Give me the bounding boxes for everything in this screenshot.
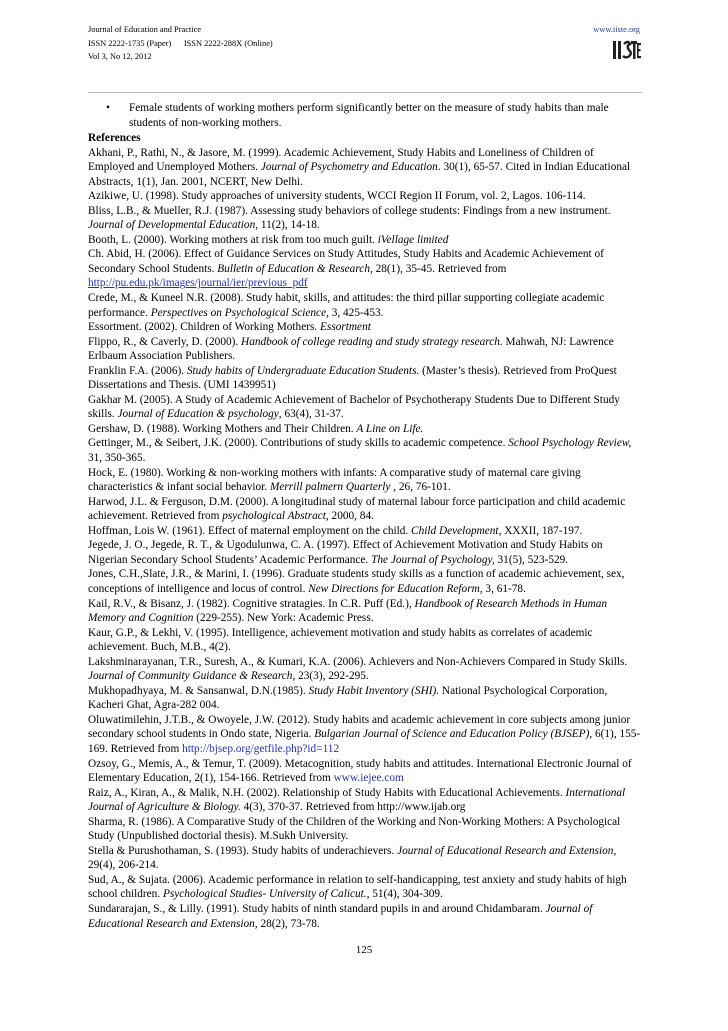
reference-text: 2000, 84. <box>328 510 374 523</box>
reference-source-title: Psychological Studies- University of Calicut., <box>162 888 370 901</box>
reference-entry <box>88 436 642 465</box>
reference-source-title: The Journal of Psychology, <box>371 553 495 566</box>
journal-website: www.iiste.org <box>593 25 640 34</box>
page-header <box>88 24 642 90</box>
reference-text: Ozsoy, G., Memis, A., & Temur, T. (2009). Metacognition, study habits and attitudes. International Electronic Journal of Elementary Education, 2(1), 154-166. Retrieved from <box>88 757 632 785</box>
reference-entry <box>88 626 642 655</box>
reference-text: Ch. Abid, H. (2006). Effect of Guidance Services on Study Attitudes, Study Habits and Academic Achievement of Secondary School Students. <box>88 248 604 275</box>
reference-entry <box>88 466 642 495</box>
bullet-icon: • <box>106 102 110 114</box>
reference-entry <box>88 204 642 233</box>
reference-link[interactable]: www.iejee.com <box>333 772 404 785</box>
reference-entry <box>88 422 642 437</box>
reference-source-title: Bulletin of Education & Research, <box>217 262 373 275</box>
reference-entry <box>88 538 642 567</box>
reference-entry <box>88 786 642 815</box>
reference-entry <box>88 873 642 902</box>
reference-text: 28(2), 73-78. <box>257 917 320 930</box>
reference-text: , 23(3), 292-295. <box>292 670 369 683</box>
reference-link[interactable]: http://bjsep.org/getfile.php?id=112 <box>182 742 340 755</box>
reference-text: Stella & Purushothaman, S. (1993). Study habits of underachievers. <box>88 844 398 857</box>
reference-text: 3, 61-78. <box>482 582 526 595</box>
reference-source-title: A Line on Life. <box>356 422 424 435</box>
reference-text: , 63(4), 31-37. <box>278 408 344 421</box>
reference-source-title: Journal of Educational Research and Extension, <box>88 902 593 930</box>
reference-source-title: Child Development, <box>411 524 502 537</box>
bullet-text: Female students of working mothers perform significantly better on the measure of study habits than male students of non-working mothers. <box>129 102 609 129</box>
reference-entry <box>88 597 642 626</box>
reference-link[interactable]: http://pu.edu.pk/images/journal/ier/previous_pdf <box>88 277 308 290</box>
references-heading: References <box>88 132 141 144</box>
reference-text: 4(3), 370-37. Retrieved from http://www.ijab.org <box>240 801 466 814</box>
reference-source-title: psychological Abstract, <box>222 510 329 523</box>
reference-entry <box>88 146 642 190</box>
issn-line: ISSN 2222-1735 (Paper) ISSN 2222-288X (Online) <box>88 39 273 48</box>
reference-text: Kail, R.V., & Bisanz, J. (1982). Cognitive stratagies. In C.R. Puff (Ed.), <box>88 597 415 610</box>
reference-source-title: International Journal of Agriculture & Biology. <box>88 786 626 814</box>
reference-text: Sud, A., & Sujata. (2006). Academic performance in relation to self-handicapping, test anxiety and study habits of high school children. <box>88 873 627 901</box>
reference-entry <box>88 247 642 291</box>
reference-text: Gershaw, D. (1988). Working Mothers and Their Children. <box>88 422 357 435</box>
reference-entry <box>88 393 642 422</box>
reference-text: Mahwah, NJ: Lawrence Erlbaum Association Publishers. <box>88 335 614 363</box>
reference-text: National Psychological Corporation, Kacheri Ghat, Agra-282 004. <box>88 684 608 712</box>
reference-text: Hock, E. (1980). Working & non-working mothers with infants: A comparative study of maternal care giving characteristics & infant social behavior. <box>88 466 581 494</box>
reference-entry <box>88 684 642 713</box>
reference-entry <box>88 844 642 873</box>
reference-text: 29(4), 206-214. <box>88 859 159 872</box>
reference-entry <box>88 713 642 757</box>
reference-text: 3, 425-453. <box>328 306 384 319</box>
reference-source-title: Journal of Educational Research and Extension, <box>397 844 617 857</box>
reference-source-title: Essortment <box>320 321 371 334</box>
reference-entry <box>88 524 642 539</box>
reference-text: 11(2), 14-18. <box>258 219 320 232</box>
reference-source-title: Perspectives on Psychological Science, <box>150 306 329 319</box>
reference-source-title: Handbook of college reading and study strategy research. <box>241 335 503 348</box>
reference-text: Kaur, G.P., & Lekhi, V. (1995). Intelligence, achievement motivation and study habits as correlates of academic achievement. Buch, M.B., 4(2). <box>88 626 593 654</box>
reference-source-title: Study Habit Inventory (SHI). <box>308 684 440 697</box>
reference-source-title: Journal of Psychometry and Education <box>260 161 438 174</box>
reference-source-title: Journal of Community Guidance & Research <box>88 670 293 683</box>
reference-text: 51(4), 304-309. <box>369 888 443 901</box>
reference-text: Gettinger, M., & Seibert, J.K. (2000). Contributions of study skills to academic competence. <box>88 437 509 450</box>
reference-entry <box>88 291 642 320</box>
reference-text: Hoffman, Lois W. (1961). Effect of maternal employment on the child. <box>88 524 412 537</box>
reference-source-title: Bulgarian Journal of Science and Education Policy (BJSEP), <box>314 728 593 741</box>
reference-text: Booth, L. (2000). Working mothers at risk from too much guilt. <box>88 233 378 246</box>
reference-entry <box>88 815 642 844</box>
reference-source-title: Journal of Education & psychology <box>117 408 279 421</box>
reference-text: (229-255). New York: Academic Press. <box>193 612 374 625</box>
reference-text: 31(5), 523-529. <box>494 553 569 566</box>
reference-text: 26, 76-101. <box>396 481 451 494</box>
reference-text: Sharma, R. (1986). A Comparative Study of the Children of the Working and Non-Working Mothers: A Psychological Study (Unpublished doctorial thesis). M.Sukh University. <box>88 815 621 843</box>
reference-text: XXXII, 187-197. <box>501 524 583 537</box>
reference-text: (Master’s thesis). Retrieved from ProQuest Dissertations and Thesis. (UMI 1439951) <box>88 364 617 392</box>
reference-entry <box>88 495 642 524</box>
references-list <box>88 146 642 932</box>
reference-entry <box>88 320 642 335</box>
reference-text: Sundararajan, S., & Lilly. (1991). Study habits of ninth standard pupils in and around Chidambaram. <box>88 902 546 915</box>
reference-entry <box>88 364 642 393</box>
reference-entry <box>88 902 642 931</box>
reference-text: Mukhopadhyaya, M. & Sansanwal, D.N.(1985). <box>88 684 309 697</box>
reference-text: Franklin F.A. (2006). <box>88 364 187 377</box>
reference-text: Raiz, A., Kiran, A., & Malik, N.H. (2002). Relationship of Study Habits with Educational Achievements. <box>88 786 566 799</box>
reference-entry <box>88 233 642 248</box>
reference-source-title: Merrill palmern Quarterly , <box>269 481 397 494</box>
reference-text: Oluwatimilehin, J.T.B., & Owoyele, J.W. (2012). Study habits and academic achievement in core subjects among junior secondary school students in Ondo state, Nigeria. <box>88 713 631 741</box>
reference-entry <box>88 189 642 204</box>
reference-text: Azikiwe, U. (1998). Study approaches of university students, WCCI Region II Forum, vol. 2, Lagos. 106-114. <box>88 190 586 203</box>
journal-title: Journal of Education and Practice <box>88 25 202 34</box>
iiste-logo <box>610 37 642 63</box>
volume-line: Vol 3, No 12, 2012 <box>88 52 152 61</box>
references-section <box>88 131 642 931</box>
reference-source-title: Journal of Developmental Education, <box>88 219 259 232</box>
reference-text: Harwod, J.L. & Ferguson, D.M. (2000). A longitudinal study of maternal labour force participation and child academic achievement. Retrieved from <box>88 495 626 523</box>
reference-text: 31, 350-365. <box>88 452 146 465</box>
reference-text: Jones, C.H.,Slate, J.R., & Marini, I. (1996). Graduate students study skills as a function of academic achievement, sex, conceptions of intelligence and locus of control. <box>88 568 625 595</box>
reference-entry <box>88 757 642 786</box>
page-number: 125 <box>355 944 373 956</box>
reference-text: Jegede, J. O., Jegede, R. T., & Ugodulunwa, C. A. (1997). Effect of Achievement Motivation and Study Habits on Nigerian Secondary School Students’ Academic Performance. <box>88 539 603 566</box>
reference-text: Akhani, P., Rathi, N., & Jasore, M. (1999). Academic Achievement, Study Habits and Loneliness of Children of Employed and Unemployed Mothers. <box>88 146 594 174</box>
reference-text: Lakshminarayanan, T.R., Suresh, A., & Kumari, K.A. (2006). Achievers and Non-Achievers Compared in Study Skills. <box>88 655 628 668</box>
reference-text: 6(1), 155-169. Retrieved from <box>88 728 641 755</box>
reference-entry <box>88 567 642 596</box>
reference-source-title: School Psychology Review, <box>508 437 632 450</box>
reference-text: Flippo, R., & Caverly, D. (2000). <box>88 335 242 348</box>
reference-text: Bliss, L.B., & Mueller, R.J. (1987). Assessing study behaviors of college students: Findings from a new instrument. <box>88 204 611 217</box>
reference-entry <box>88 655 642 684</box>
reference-text: . 30(1), 65-57. Cited in Indian Educational Abstracts, 1(1), Jan. 2001, NCERT, New Delhi. <box>88 161 631 188</box>
reference-source-title: New Directions for Education Reform, <box>308 582 483 595</box>
reference-text: 28(1), 35-45. Retrieved from <box>372 262 507 275</box>
reference-text: Essortment. (2002). Children of Working Mothers. <box>88 321 321 334</box>
reference-source-title: iVellage limited <box>377 233 449 246</box>
reference-source-title: Handbook of Research Methods in Human Memory and Cognition <box>88 597 608 625</box>
header-divider <box>88 92 642 93</box>
reference-text: Crede, M., & Kuneel N.R. (2008). Study habit, skills, and attitudes: the third pillar supporting collegiate academic performance. <box>88 292 605 319</box>
reference-source-title: Study habits of Undergraduate Education Students. <box>186 364 420 377</box>
reference-text: Gakhar M. (2005). A Study of Academic Achievement of Bachelor of Psychotherapy Students Due to Different Study skills. <box>88 393 620 421</box>
reference-entry <box>88 335 642 364</box>
